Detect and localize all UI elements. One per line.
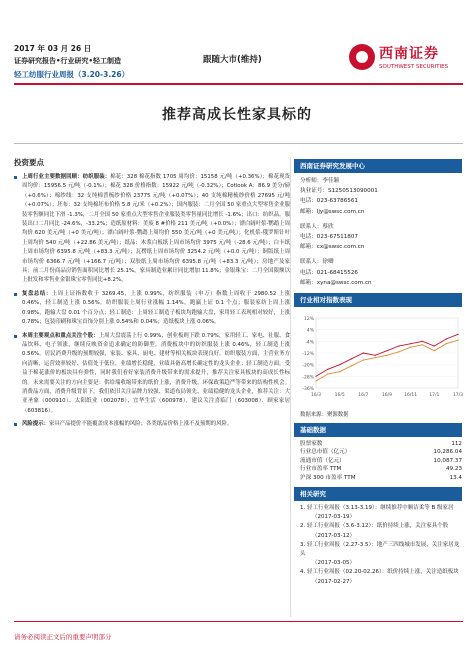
series-1-point xyxy=(339,364,340,365)
key-data-table xyxy=(300,440,462,482)
contact-email[interactable]: 邮箱：cx@swsc.com.cn xyxy=(300,244,365,251)
series-2-point xyxy=(363,359,364,360)
series-1-point xyxy=(363,352,364,353)
series-2-point xyxy=(315,380,316,381)
kd-value: 49.23 xyxy=(445,466,462,473)
summary-block-views xyxy=(14,332,290,417)
summary-heading: 投资要点 xyxy=(14,158,44,167)
table-row xyxy=(300,465,462,473)
contact-name: 蔡欣 xyxy=(322,223,334,230)
y-tick-label: 4% xyxy=(306,328,314,334)
series-2-point xyxy=(457,340,458,341)
series-2-point xyxy=(375,357,376,358)
x-tick-label: 17/3 xyxy=(452,393,464,399)
list-item[interactable]: 1. 轻工行业周报（3.13-3.19）：继续推荐中顺洁柔等 B 级家居 （2017-03-19） xyxy=(300,505,454,521)
related-research-header: 相关研究 xyxy=(294,487,462,501)
analyst-card xyxy=(294,176,462,288)
x-tick-label: 16/11 xyxy=(404,393,418,399)
block-lead: 风险提示： xyxy=(22,421,49,428)
series-2-point xyxy=(446,343,447,344)
series-2-point xyxy=(386,355,387,356)
kd-label: 行业市盈率 TTM xyxy=(300,466,342,473)
report-week-title: 轻工纺服行业周报（3.20-3.26） xyxy=(14,70,130,79)
contact-role: 联系人： xyxy=(300,259,323,266)
series-1-point xyxy=(446,338,447,339)
block-lead: 上周行业主要数据回顾： xyxy=(22,174,83,180)
relative-index-chart xyxy=(294,312,462,404)
column-divider xyxy=(290,157,291,617)
summary-block-review xyxy=(14,290,290,328)
series-2-point xyxy=(327,373,328,374)
series-1-point xyxy=(434,345,435,346)
title-divider xyxy=(14,143,463,144)
related-research-list xyxy=(294,504,462,587)
series-2-point xyxy=(422,344,423,345)
table-row xyxy=(300,448,462,456)
series-2-point xyxy=(434,350,435,351)
company-logo xyxy=(349,40,465,78)
report-category: 证券研究报告•行业研究•轻工制造 xyxy=(14,57,121,65)
list-item[interactable]: 2. 轻工行业周报（3.6-3.12）：纸价持续上涨，关注家具个股 （2017-03-12） xyxy=(300,523,449,539)
footer-divider xyxy=(14,621,463,622)
report-date: 2017 年 03 月 26 日 xyxy=(14,44,92,53)
series-1-point xyxy=(327,369,328,370)
kd-label: 行业总市值（亿元） xyxy=(300,449,351,456)
analyst-name: 李佳颖 xyxy=(322,178,340,184)
series-1-point xyxy=(375,355,376,356)
kd-value: 13.4 xyxy=(449,474,462,481)
series-1-point xyxy=(351,358,352,359)
block-sub: 纺织服装： xyxy=(82,174,111,180)
list-item[interactable]: 3. 轻工行业周报（2.27-3.5）：地产三四线城市发展，关注家居龙头 （2017-03-05） xyxy=(300,541,460,567)
analyst-role: 分析师： xyxy=(300,178,323,184)
block-lead: 复盘总结： xyxy=(22,290,52,297)
analyst-email[interactable]: 邮箱：ljy@swsc.com.cn xyxy=(300,208,365,215)
table-row xyxy=(300,474,462,482)
x-tick-label: 16/5 xyxy=(334,393,345,399)
logo-text-en: SOUTHWEST SECURITIES xyxy=(379,64,449,70)
series-2-point xyxy=(410,347,411,348)
x-tick-label: 16/3 xyxy=(310,393,322,399)
contact-phone: 电话：023-67511807 xyxy=(300,234,358,241)
sidebar xyxy=(294,159,462,587)
x-tick-label: 17/1 xyxy=(429,393,440,399)
y-tick-label: 12% xyxy=(303,317,314,323)
series-1-point xyxy=(410,343,411,344)
series-1-point xyxy=(315,376,316,377)
contact-phone: 电话：021-68415526 xyxy=(300,269,358,276)
investment-summary xyxy=(14,157,290,434)
series-1-point xyxy=(422,341,423,342)
y-tick-label: -4% xyxy=(305,340,314,346)
block-text: 上周大盘震荡上行 0.99%，创业板则下跌 0.79%，家用轻工、家电、社服、食品饮料、电子领涨，继续反映资金追求确定的防御型。消费板块中的纺织服装上涨 0.46%，轻工制造上涨 0.56%。居民消费升级的预期较强，家装、家具、厨电、建材等相关板块表现良好。纺织服装方面，主营业务方向清晰，运营效率较好、估值处于低位，业绩增长稳健，业绩具备高增长确定性的龙头企业；轻工制造方面，受益于棉花涨价的板块具有弹性，同时我们看好家装消费升级带来的需求提升，推荐关注家具板块的高成长性标的。未来需要关注的方向主要是：供给端收缩带来的纸价上涨，消费升级，环保政策趋严等带来的结构性机会。消费品方面，消费升级背景下，我们依旧关注品牌力较强、渠道布局领先、业绩稳健的龙头企业，推荐关注：大亚圣象（000910）、太阳纸业（002078）、宜华生活（600978），建议关注喜临门（603008）、顾家家居（603816）。 xyxy=(22,332,290,414)
chart-header: 行业相对指数表现 xyxy=(294,293,462,307)
block-text: 棉花：328 棉花指数 1705 周均价：15158 元/吨（+0.36%）；棉花现货周均价：15956.5 元/吨（-0.1%）；棉花 328 价格指数：15922 元/吨（-0.32%）；Cotlook A：86.9 美分/磅（+0.6%）；棉纱线：32 支纯棉普梳纱价格 23775 元/吨（+0.07%）；40 支纯棉精梳纱价格 27695 元/吨（+0.07%）；坯布：32 支纯棉坯布价格 5.8 元/米（+0.2%）；国内服装：二月全国 50 家重点大型零售企业服装零售额同比下滑 -1.3%，二月全国 50 家重点大型零售企业服装类零售量同比增长 -1.6%；出口：纺织品，服装出口二月同比 -24.6%，-33.2%；造纸原材料：美废 8 #价格 211 美元/吨（+0.0%）；漂白阔叶浆-鹦鹉上周均价 620 美元/吨（+0 美元/吨）；漂白阔叶浆-鹦鹉上周均价 550 美元/吨（+0 美元/吨）；化机浆-俄罗斯针叶上周均价 540 元/吨（+22.86 美元/吨）；纸品：木浆白板纸上周市场均价 3975 元/吨（-28.6 元/吨）；白卡纸上周市场均价 6395.8 元/吨（+83.3 元/吨）；瓦楞纸上周市场均价 3254.2 元/吨（+0.0 元/吨）；铜版纸上周市场均价 6366.7 元/吨（+166.7 元/吨）；双胶纸上周市场均价 6395.8 元/吨（+83.3 元/吨）；房地产及家具：前二月份商品房销售面积同比增长 25.1%，家具制造业累计同比增加 11.8%；金银珠宝：二月全国限额以上批发和零售业金银珠宝零售同比+8.2%。 xyxy=(22,174,290,284)
y-tick-label: -20% xyxy=(302,363,314,369)
kd-label: 流通市值（亿元） xyxy=(300,457,345,464)
researcher-header: 西南证券研究发展中心 xyxy=(294,159,462,173)
kd-label: 股票家数 xyxy=(300,441,323,448)
block-lead: 本周主要观点和重点关注个股： xyxy=(22,332,99,339)
series-2-point xyxy=(339,371,340,372)
list-item[interactable]: 4. 轻工行业周报（02.20-02.26）：纸价持续上涨，关注造纸板块 （2017-02-27） xyxy=(300,569,459,585)
contact-role: 联系人： xyxy=(300,223,323,230)
series-1-point xyxy=(457,334,458,335)
x-tick-label: 16/7 xyxy=(358,393,369,399)
contact-email[interactable]: 邮箱：xyna@swsc.com.cn xyxy=(300,279,372,286)
report-title: 推荐高成长性家具标的 xyxy=(162,107,312,123)
series-2-point xyxy=(398,351,399,352)
block-text: 家具产品提价不能覆盖成本涨幅的风险；各类纸品价格上涨不及预期的风险。 xyxy=(48,421,233,428)
series-1-point xyxy=(398,345,399,346)
kd-value: 112 xyxy=(451,441,462,448)
series-1-point xyxy=(386,350,387,351)
kd-value: 10,286.04 xyxy=(433,449,462,456)
summary-block-data xyxy=(14,173,290,286)
chart-source: 数据来源：聚源数据 xyxy=(300,412,349,419)
logo-emblem-icon xyxy=(349,44,375,70)
summary-block-risk xyxy=(14,420,290,429)
analyst-cert: 执业证号：S1250513090001 xyxy=(300,188,378,195)
contact-name: 徐卿 xyxy=(322,259,334,266)
block-text: 上周上证指数收于 3269.45，上涨 0.99%，纺织服装（申万）指数上周收于 2980.52 上涨 0.46%，轻工制造上涨 0.56%。纺织服装上周行业涨幅 1.14%，跑赢上证 0.1 个点；服装家纺上周上涨 0.98%，跑输大盘 0.01 个百分点；轻工制造：上周轻工制造子板块均跑输大盘，家用轻工表现相对较好，上涨 0.78%；包装印刷和珠宝首饰分别上涨 0.54%和 0.04%；造纸板块上涨 0.06%。 xyxy=(22,290,290,326)
logo-text-cn: 西南证券 xyxy=(379,46,439,62)
series-2-point xyxy=(351,365,352,366)
rating-label: 跟随大市(维持) xyxy=(203,55,262,65)
y-tick-label: -28% xyxy=(302,375,314,381)
y-tick-label: -36% xyxy=(302,387,314,393)
kd-label: 沪深 300 市盈率 TTM xyxy=(300,474,356,481)
header-divider xyxy=(14,83,463,85)
series-line-2 xyxy=(316,340,458,381)
key-data-header: 基础数据 xyxy=(294,423,462,437)
table-row xyxy=(300,440,462,448)
kd-value: 10,087.37 xyxy=(433,457,462,464)
footer-disclaimer: 请务必阅读正文后的重要声明部分 xyxy=(14,633,112,641)
y-tick-label: -12% xyxy=(302,352,314,358)
analyst-phone: 电话：023-63786561 xyxy=(300,198,358,205)
table-row xyxy=(300,457,462,465)
x-tick-label: 16/9 xyxy=(381,393,393,399)
